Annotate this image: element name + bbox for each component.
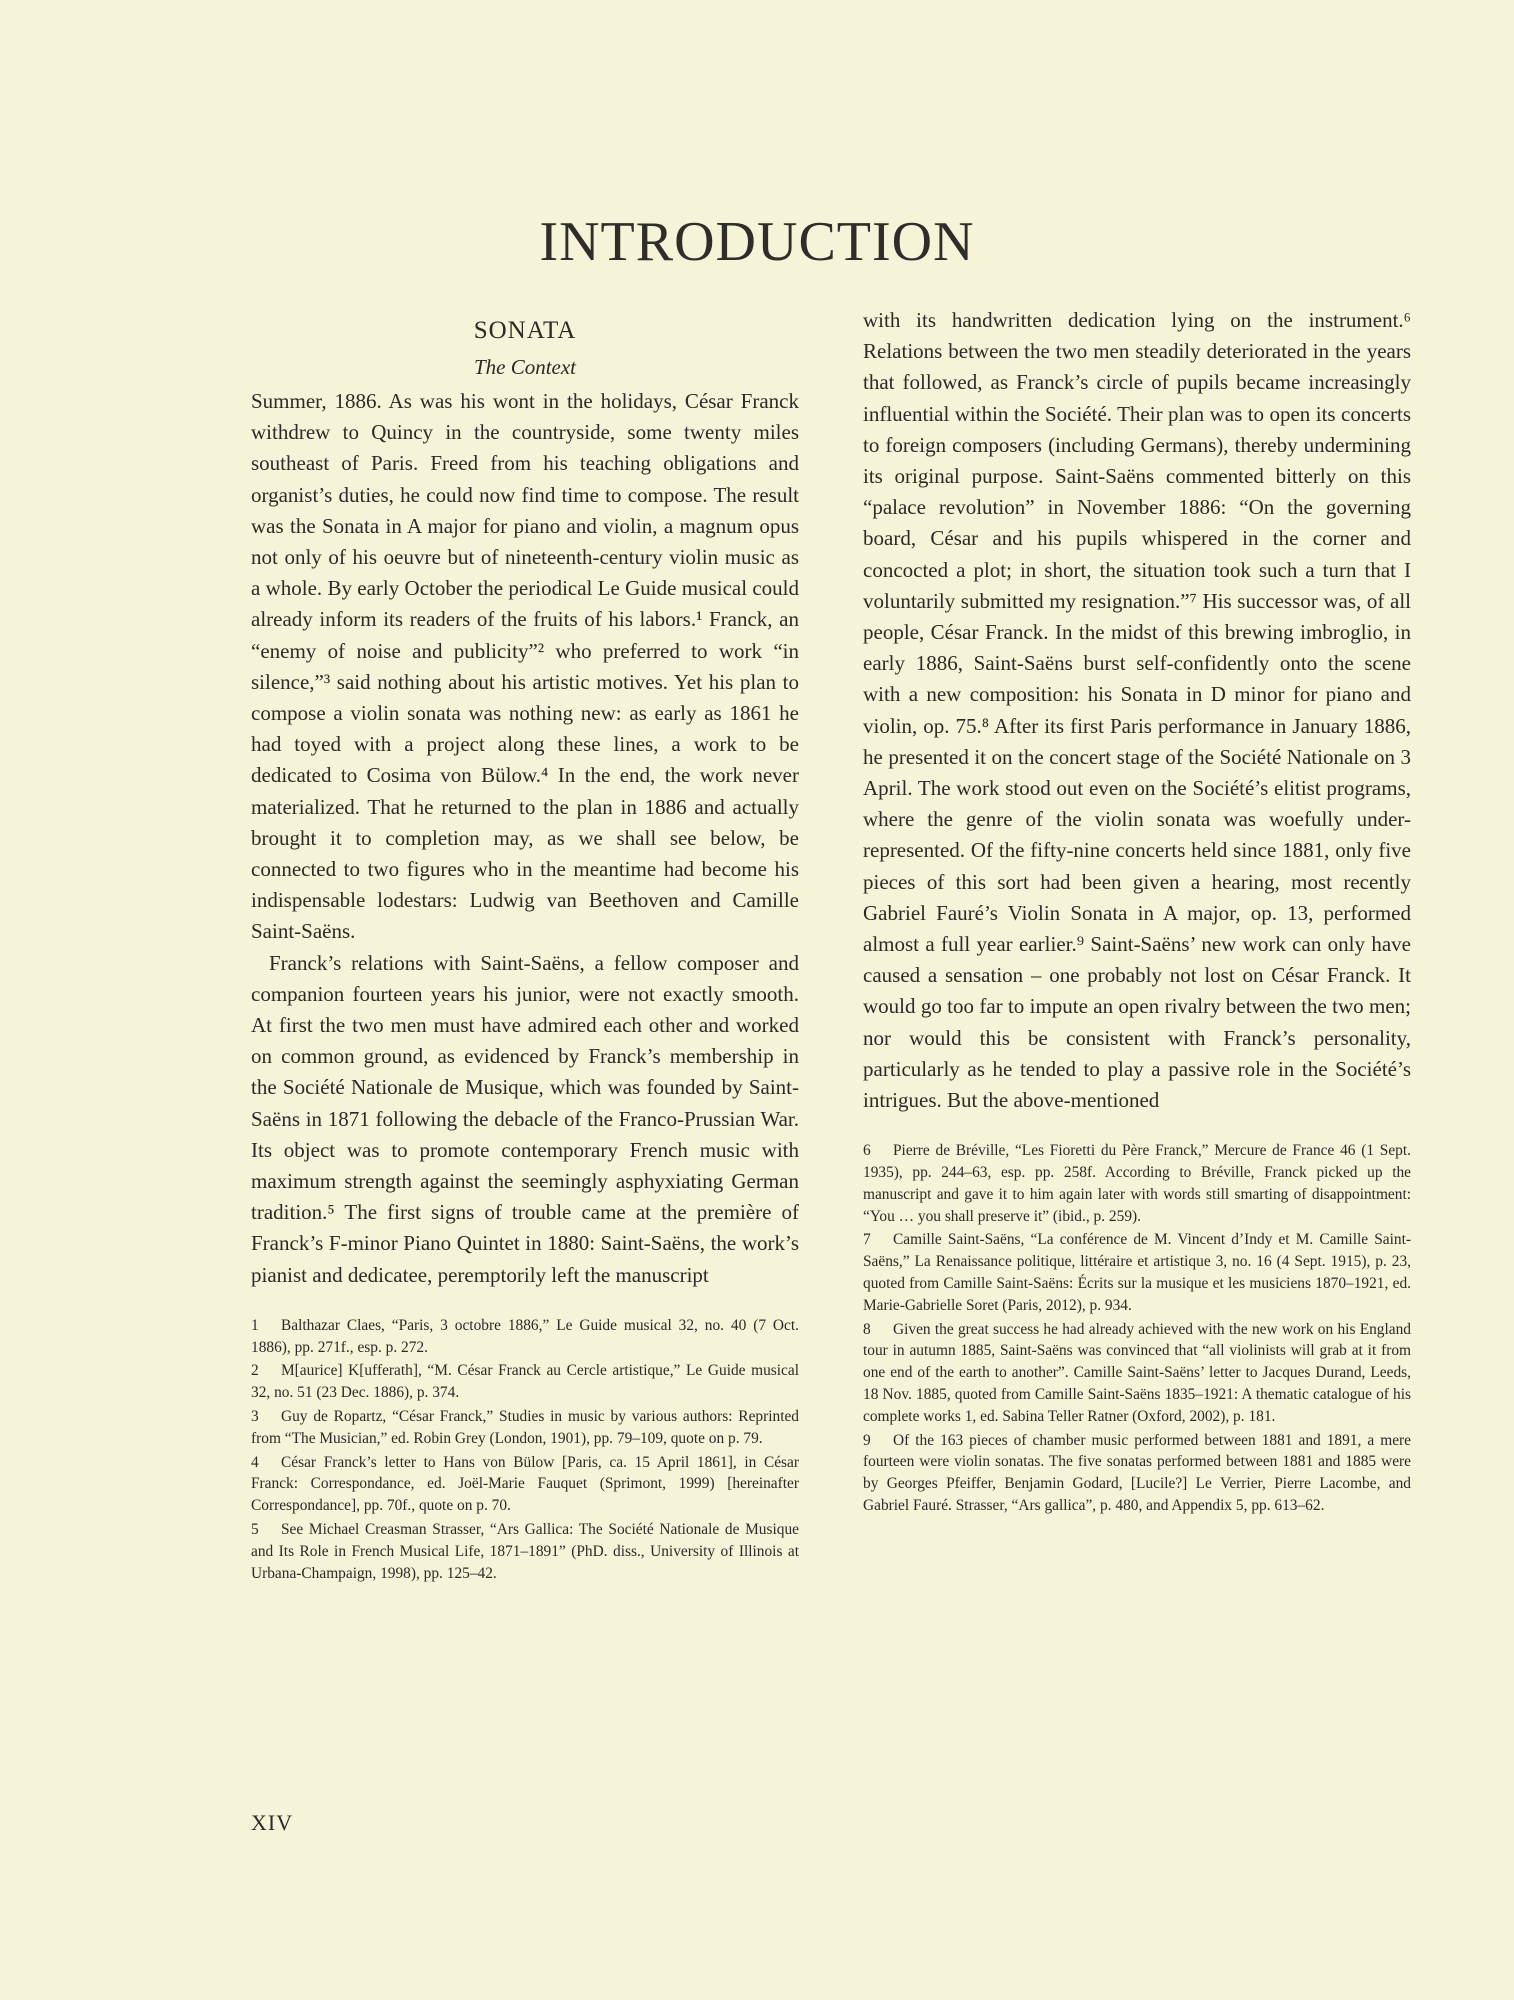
footnote-text: M[aurice] K[ufferath], “M. César Franck au Cercle artistique,” Le Guide musical 32, no. 51 (23 Dec. 1886), p. 374.	[251, 1362, 799, 1402]
footnote-text: Given the great success he had already achieved with the new work on his England tour in autumn 1885, Saint-Saëns was convinced that “all violinists will grab at it from one end of the earth to another”. Camille Saint-Saëns’ letter to Jacques Durand, Leeds, 18 Nov. 1885, quoted from Camille Saint-Saëns 1835–1921: A thematic catalogue of his complete works 1, ed. Sabina Teller Ratner (Oxford, 2002), p. 181.	[863, 1320, 1411, 1425]
footnotes-right	[863, 1140, 1411, 1517]
body-paragraph: Franck’s relations with Saint-Saëns, a fellow composer and companion fourteen years his junior, were not exactly smooth. At first the two men must have admired each other and worked on common ground, as evidenced by Franck’s membership in the Société Nationale de Musique, which was founded by Saint-Saëns in 1871 following the debacle of the Franco-Prussian War. Its object was to promote contemporary French music with maximum strength against the seemingly asphyxiating German tradition.⁵ The first signs of trouble came at the première of Franck’s F-minor Piano Quintet in 1880: Saint-Saëns, the work’s pianist and dedicatee, peremptorily left the manuscript	[251, 950, 799, 1287]
footnote	[251, 1406, 799, 1450]
footnote-number: 3	[251, 1408, 259, 1426]
footnote-text: See Michael Creasman Strasser, “Ars Gallica: The Société Nationale de Musique and Its Role in French Musical Life, 1871–1891” (PhD. diss., University of Illinois at Urbana-Champaign, 1998), pp. 125–42.	[251, 1521, 799, 1582]
section-subheading: The Context	[473, 355, 577, 379]
footnote	[251, 1452, 799, 1517]
footnote-number: 7	[863, 1231, 871, 1249]
footnote-number: 4	[251, 1453, 259, 1471]
footnotes-left	[251, 1315, 799, 1585]
footnote	[251, 1315, 799, 1359]
footnote-number: 6	[863, 1142, 871, 1160]
footnote	[863, 1430, 1411, 1517]
section-heading: SONATA	[473, 317, 577, 344]
footnote-text: César Franck’s letter to Hans von Bülow [Paris, ca. 15 April 1861], in César Franck: Correspondance, ed. Joël-Marie Fauquet (Sprimont, 1999) [hereinafter Correspondance], pp. 70f., quote on p. 70.	[251, 1453, 799, 1515]
footnote-number: 8	[863, 1320, 871, 1338]
footnote-number: 1	[251, 1316, 259, 1334]
footnote	[251, 1519, 799, 1584]
left-column	[251, 305, 799, 1586]
footnote-text: Guy de Ropartz, “César Franck,” Studies in music by various authors: Reprinted from “The Musician,” ed. Robin Grey (London, 1901), pp. 79–109, quote on p. 79.	[251, 1408, 799, 1447]
footnote	[251, 1360, 799, 1404]
footnote	[863, 1229, 1411, 1316]
footnote-number: 2	[251, 1362, 259, 1380]
right-column	[863, 305, 1411, 1519]
footnote	[863, 1140, 1411, 1227]
footnote-text: Pierre de Bréville, “Les Fioretti du Père Franck,” Mercure de France 46 (1 Sept. 1935), pp. 244–63, esp. pp. 258f. According to Bréville, Franck picked up the manuscript and gave it to him again later with words still smarting of disappointment: “You … you shall preserve it” (ibid., p. 259).	[863, 1142, 1411, 1225]
page-number: XIV	[251, 1810, 294, 1835]
body-paragraph: with its handwritten dedication lying on the instrument.⁶ Relations between the two men steadily deteriorated in the years that followed, as Franck’s circle of pupils became increasingly influential within the Société. Their plan was to open its concerts to foreign composers (including Germans), thereby undermining its original purpose. Saint-Saëns commented bitterly on this “palace revolution” in November 1886: “On the governing board, César and his pupils whispered in the corner and concocted a plot; in short, the situation took such a turn that I voluntarily submitted my resignation.”⁷ His successor was, of all people, César Franck. In the midst of this brewing imbroglio, in early 1886, Saint-Saëns burst self-confidently onto the scene with a new composition: his Sonata in D minor for piano and violin, op. 75.⁸ After its first Paris performance in January 1886, he presented it on the concert stage of the Société Nationale on 3 April. The work stood out even on the Société’s elitist programs, where the genre of the violin sonata was woefully under-represented. Of the fifty-nine concerts held since 1881, only five pieces of this sort had been given a hearing, most recently Gabriel Fauré’s Violin Sonata in A major, op. 13, performed almost a full year earlier.⁹ Saint-Saëns’ new work can only have caused a sensation – one probably not lost on César Franck. It would go too far to impute an open rivalry between the two men; nor would this be consistent with Franck’s personality, particularly as he tended to play a passive role in the Société’s intrigues. But the above-mentioned	[863, 308, 1411, 1113]
body-paragraph: Summer, 1886. As was his wont in the holidays, César Franck withdrew to Quincy in the countryside, some twenty miles southeast of Paris. Freed from his teaching obligations and organist’s duties, he could now find time to compose. The result was the Sonata in A major for piano and violin, a magnum opus not only of his oeuvre but of nineteenth-century violin music as a whole. By early October the periodical Le Guide musical could already inform its readers of the fruits of his labors.¹ Franck, an “enemy of noise and publicity”² who preferred to work “in silence,”³ said nothing about his artistic motives. Yet his plan to compose a violin sonata was nothing new: as early as 1861 he had toyed with a project along these lines, a work to be dedicated to Cosima von Bülow.⁴ In the end, the work never materialized. That he returned to the plan in 1886 and actually brought it to completion may, as we shall see below, be connected to two figures who in the meantime had become his indispensable lodestars: Ludwig van Beethoven and Camille Saint-Saëns.	[251, 389, 799, 944]
footnote-text: Camille Saint-Saëns, “La conférence de M. Vincent d’Indy et M. Camille Saint-Saëns,” La Renaissance politique, littéraire et artistique 3, no. 16 (4 Sept. 1915), p. 23, quoted from Camille Saint-Saëns: Écrits sur la musique et les musiciens 1870–1921, ed. Marie-Gabrielle Soret (Paris, 2012), p. 934.	[863, 1231, 1411, 1314]
page-title: INTRODUCTION	[539, 210, 975, 273]
footnote-number: 9	[863, 1431, 871, 1449]
footnote-text: Of the 163 pieces of chamber music performed between 1881 and 1891, a mere fourteen were violin sonatas. The five sonatas performed between 1881 and 1885 were by Georges Pfeiffer, Benjamin Godard, [Lucile?] Le Verrier, Pierre Lacombe, and Gabriel Fauré. Strasser, “Ars gallica”, p. 480, and Appendix 5, pp. 613–62.	[863, 1431, 1411, 1515]
footnote-number: 5	[251, 1521, 259, 1539]
footnote	[863, 1319, 1411, 1428]
footnote-text: Balthazar Claes, “Paris, 3 octobre 1886,” Le Guide musical 32, no. 40 (7 Oct. 1886), pp. 271f., esp. p. 272.	[251, 1316, 799, 1356]
